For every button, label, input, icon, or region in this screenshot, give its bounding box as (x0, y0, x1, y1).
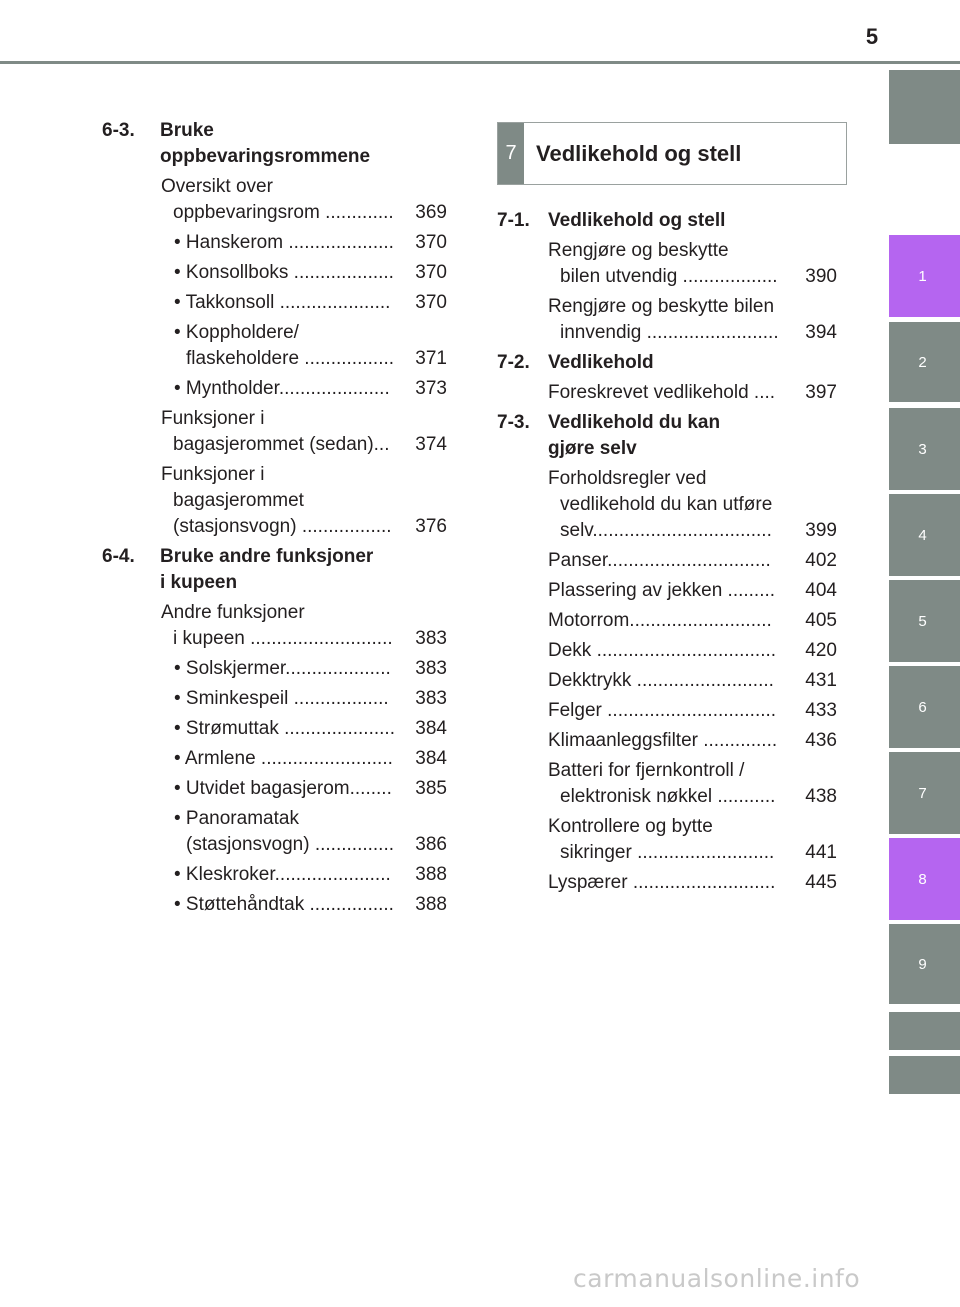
toc-entry-text: Panser............................... (548, 550, 771, 571)
toc-entry-page: 376 (413, 514, 447, 540)
toc-entry[interactable] (497, 578, 837, 604)
toc-left-column (102, 118, 447, 922)
toc-entry-text: Foreskrevet vedlikehold .... (548, 382, 776, 403)
toc-entry-page: 390 (803, 264, 837, 290)
toc-entry[interactable] (497, 548, 837, 574)
chapter-tab-5[interactable] (889, 580, 960, 662)
chapter-tab-3[interactable] (889, 408, 960, 490)
section-title[interactable]: Vedlikehold og stell (548, 210, 726, 231)
toc-entry-page: 436 (803, 728, 837, 754)
chapter-tab-label: 9 (918, 955, 927, 973)
toc-entry[interactable] (102, 230, 447, 256)
toc-entry[interactable] (102, 892, 447, 918)
toc-entry[interactable] (497, 380, 837, 406)
toc-entry-text: Plassering av jekken ......... (548, 580, 776, 601)
toc-entry[interactable] (102, 862, 447, 888)
toc-entry-page: 370 (413, 290, 447, 316)
toc-entry[interactable] (497, 728, 837, 754)
toc-entry[interactable] (102, 716, 447, 742)
chapter-number: 7 (498, 123, 524, 184)
toc-entry[interactable] (102, 376, 447, 402)
toc-entry-page: 420 (803, 638, 837, 664)
toc-entry-page: 404 (803, 578, 837, 604)
toc-entry-text: • Solskjermer.................... (174, 658, 391, 679)
chapter-tab-label: 4 (918, 526, 927, 544)
toc-entry-text: Rengjøre og beskytte bilen utvendig .................. (548, 240, 778, 287)
toc-entry-page: 384 (413, 716, 447, 742)
toc-entry-page: 399 (803, 518, 837, 544)
toc-entry-text: Oversikt over oppbevaringsrom ............. (161, 176, 394, 223)
toc-entry[interactable] (102, 686, 447, 712)
toc-entry[interactable] (102, 406, 447, 458)
toc-entry[interactable] (497, 870, 837, 896)
chapter-tab-2[interactable] (889, 322, 960, 402)
chapter-tab-blank-0[interactable] (889, 70, 960, 144)
chapter-tab-label: 3 (918, 440, 927, 458)
toc-entry-text: • Støttehåndtak ................ (174, 894, 394, 915)
page-number: 5 (865, 24, 879, 49)
section-number: 7-1. (497, 210, 530, 231)
toc-entry-text: • Armlene ......................... (174, 748, 393, 769)
toc-entry-page: 438 (803, 784, 837, 810)
toc-entry-text: Kontrollere og bytte sikringer .......................... (548, 816, 775, 863)
chapter-tab-label: 7 (918, 784, 927, 802)
chapter-tab-8[interactable] (889, 838, 960, 920)
chapter-tab-label: 2 (918, 353, 927, 371)
section-heading (497, 208, 837, 234)
toc-entry-page: 383 (413, 686, 447, 712)
chapter-title: Vedlikehold og stell (536, 140, 742, 166)
toc-entry[interactable] (102, 806, 447, 858)
toc-entry[interactable] (102, 462, 447, 540)
toc-entry-page: 397 (803, 380, 837, 406)
toc-entry-page: 433 (803, 698, 837, 724)
toc-entry-page: 370 (413, 230, 447, 256)
toc-entry-text: • Sminkespeil .................. (174, 688, 389, 709)
toc-entry-page: 402 (803, 548, 837, 574)
section-title[interactable]: Vedlikehold (548, 352, 654, 373)
toc-entry-text: Klimaanleggsfilter .............. (548, 730, 778, 751)
toc-entry-page: 388 (413, 862, 447, 888)
toc-entry-page: 383 (413, 626, 447, 652)
chapter-tab-blank-11[interactable] (889, 1056, 960, 1094)
toc-entry-page: 388 (413, 892, 447, 918)
toc-right-column (497, 208, 837, 900)
toc-entry-text: • Utvidet bagasjerom........ (174, 778, 392, 799)
toc-entry-page: 394 (803, 320, 837, 346)
chapter-tab-1[interactable] (889, 235, 960, 317)
section-number: 7-3. (497, 412, 530, 433)
toc-entry[interactable] (497, 238, 837, 290)
toc-entry-text: Batteri for fjernkontroll / elektronisk nøkkel ........... (548, 760, 776, 807)
toc-entry-text: • Hanskerom .................... (174, 232, 394, 253)
toc-entry-text: Felger ................................ (548, 700, 777, 721)
toc-entry[interactable] (102, 290, 447, 316)
toc-entry-page: 405 (803, 608, 837, 634)
toc-entry-text: • Myntholder..................... (174, 378, 390, 399)
toc-entry[interactable] (102, 600, 447, 652)
chapter-tab-7[interactable] (889, 752, 960, 834)
toc-entry[interactable] (102, 776, 447, 802)
section-heading (102, 118, 447, 170)
toc-entry[interactable] (497, 466, 837, 544)
toc-entry-page: 370 (413, 260, 447, 286)
toc-entry-page: 384 (413, 746, 447, 772)
chapter-tab-label: 1 (918, 267, 927, 285)
toc-entry[interactable] (102, 746, 447, 772)
toc-entry-text: Andre funksjoner i kupeen ........................... (161, 602, 393, 649)
toc-entry[interactable] (102, 174, 447, 226)
toc-entry-page: 445 (803, 870, 837, 896)
chapter-tab-label: 8 (918, 870, 927, 888)
toc-entry[interactable] (102, 320, 447, 372)
toc-entry[interactable] (102, 260, 447, 286)
toc-entry-text: • Konsollboks ................... (174, 262, 394, 283)
toc-entry-text: • Takkonsoll ..................... (174, 292, 391, 313)
toc-entry[interactable] (497, 698, 837, 724)
toc-entry-page: 374 (413, 432, 447, 458)
toc-entry[interactable] (497, 638, 837, 664)
toc-entry-text: Motorrom........................... (548, 610, 772, 631)
toc-entry[interactable] (497, 668, 837, 694)
toc-entry-page: 371 (413, 346, 447, 372)
chapter-tab-blank-10[interactable] (889, 1012, 960, 1050)
section-title[interactable]: Bruke andre funksjoner i kupeen (160, 546, 374, 593)
toc-entry-text: Funksjoner i bagasjerommet (stasjonsvogn) ................. (161, 464, 392, 537)
toc-entry-text: • Panoramatak (stasjonsvogn) ............... (174, 808, 395, 855)
toc-entry-text: Forholdsregler ved vedlikehold du kan utføre selv.................................. (548, 468, 773, 541)
toc-entry-text: Dekktrykk .......................... (548, 670, 774, 691)
toc-entry-text: • Kleskroker...................... (174, 864, 391, 885)
toc-entry[interactable] (497, 758, 837, 810)
toc-entry-page: 431 (803, 668, 837, 694)
chapter-tab-9[interactable] (889, 924, 960, 1004)
header-rule (0, 61, 960, 64)
section-heading (102, 544, 447, 596)
toc-entry-page: 386 (413, 832, 447, 858)
section-title[interactable]: Bruke oppbevaringsrommene (160, 120, 371, 167)
toc-entry-page: 383 (413, 656, 447, 682)
toc-entry-text: Funksjoner i bagasjerommet (sedan)... (161, 408, 390, 455)
watermark: carmanualsonline.info (573, 1264, 861, 1293)
toc-entry-page: 373 (413, 376, 447, 402)
chapter-tab-4[interactable] (889, 494, 960, 576)
toc-entry-page: 441 (803, 840, 837, 866)
toc-entry-text: Dekk .................................. (548, 640, 777, 661)
section-heading (497, 410, 837, 462)
toc-entry[interactable] (497, 294, 837, 346)
section-number: 6-3. (102, 120, 135, 141)
toc-entry-text: • Koppholdere/ flaskeholdere ................. (174, 322, 395, 369)
chapter-tab-label: 5 (918, 612, 927, 630)
toc-entry-text: Lyspærer ........................... (548, 872, 776, 893)
toc-entry[interactable] (497, 608, 837, 634)
section-number: 7-2. (497, 352, 530, 373)
section-title[interactable]: Vedlikehold du kan gjøre selv (548, 412, 721, 459)
toc-entry-text: Rengjøre og beskytte bilen innvendig ......................... (548, 296, 779, 343)
toc-entry[interactable] (102, 656, 447, 682)
section-heading (497, 350, 837, 376)
chapter-header (497, 122, 847, 185)
toc-entry-page: 369 (413, 200, 447, 226)
toc-entry-page: 385 (413, 776, 447, 802)
chapter-tab-label: 6 (918, 698, 927, 716)
toc-entry-text: • Strømuttak ..................... (174, 718, 395, 739)
chapter-tab-6[interactable] (889, 666, 960, 748)
section-number: 6-4. (102, 546, 135, 567)
toc-entry[interactable] (497, 814, 837, 866)
